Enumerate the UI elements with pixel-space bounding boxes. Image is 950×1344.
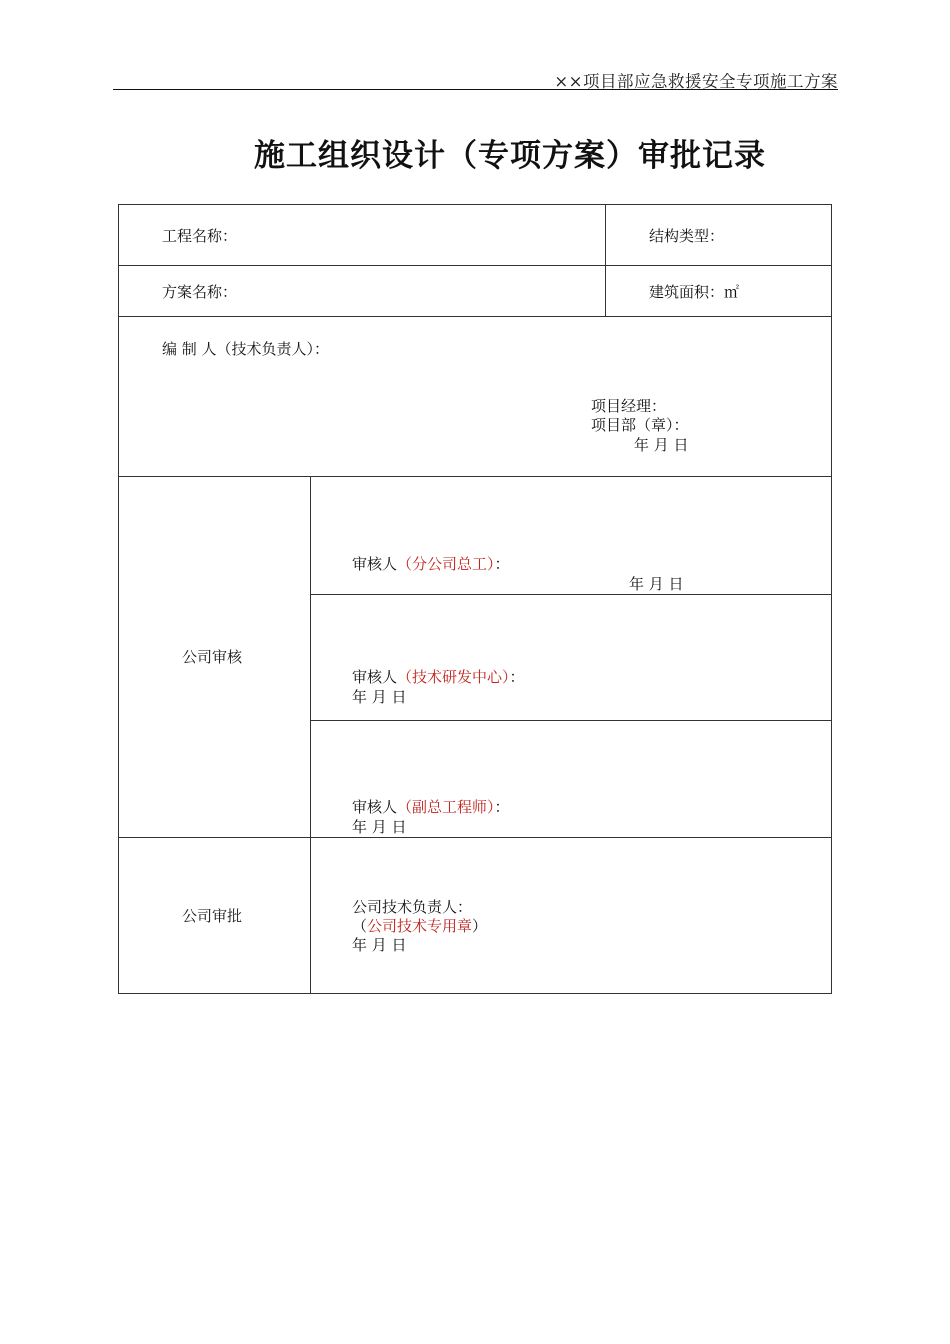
company-approval-label: 公司审批 [182,907,243,925]
reviewer-branch-chief-engineer: 审核人（分公司总工）： [352,555,510,573]
reviewer-deputy-date: 年 月 日 [352,818,407,836]
company-tech-lead-label: 公司技术负责人： [352,898,473,916]
company-approval-date: 年 月 日 [352,936,407,954]
project-manager-label: 项目经理： [591,397,667,415]
reviewer-rd-date: 年 月 日 [352,688,407,706]
project-dept-seal-label: 项目部（章）： [591,416,689,434]
reviewer-deputy-chief-engineer: 审核人（副总工程师）： [352,798,510,816]
company-review-label: 公司审核 [182,648,243,666]
scheme-name-label: 方案名称： [162,283,238,301]
header-divider [113,89,838,90]
row-divider-2 [119,316,831,317]
reviewer-rd-center: 审核人（技术研发中心）： [352,668,525,686]
row-divider-3 [119,476,831,477]
row-divider-1 [119,265,831,266]
top-column-divider [605,205,606,316]
building-area-label: 建筑面积：㎡ [649,283,740,301]
compiler-date: 年 月 日 [634,436,689,454]
row-divider-4 [119,837,831,838]
review-divider-2 [310,720,831,721]
approval-form-table [118,204,832,994]
document-title: 施工组织设计（专项方案）审批记录 [254,138,766,174]
company-tech-seal: （公司技术专用章） [352,917,488,935]
running-header: ××项目部应急救援安全专项施工方案 [554,72,838,91]
compiler-label: 编 制 人（技术负责人）： [162,340,330,358]
project-name-label: 工程名称： [162,227,238,245]
review-divider-1 [310,594,831,595]
reviewer-branch-date: 年 月 日 [629,575,684,593]
structure-type-label: 结构类型： [649,227,725,245]
section-column-divider [310,476,311,993]
